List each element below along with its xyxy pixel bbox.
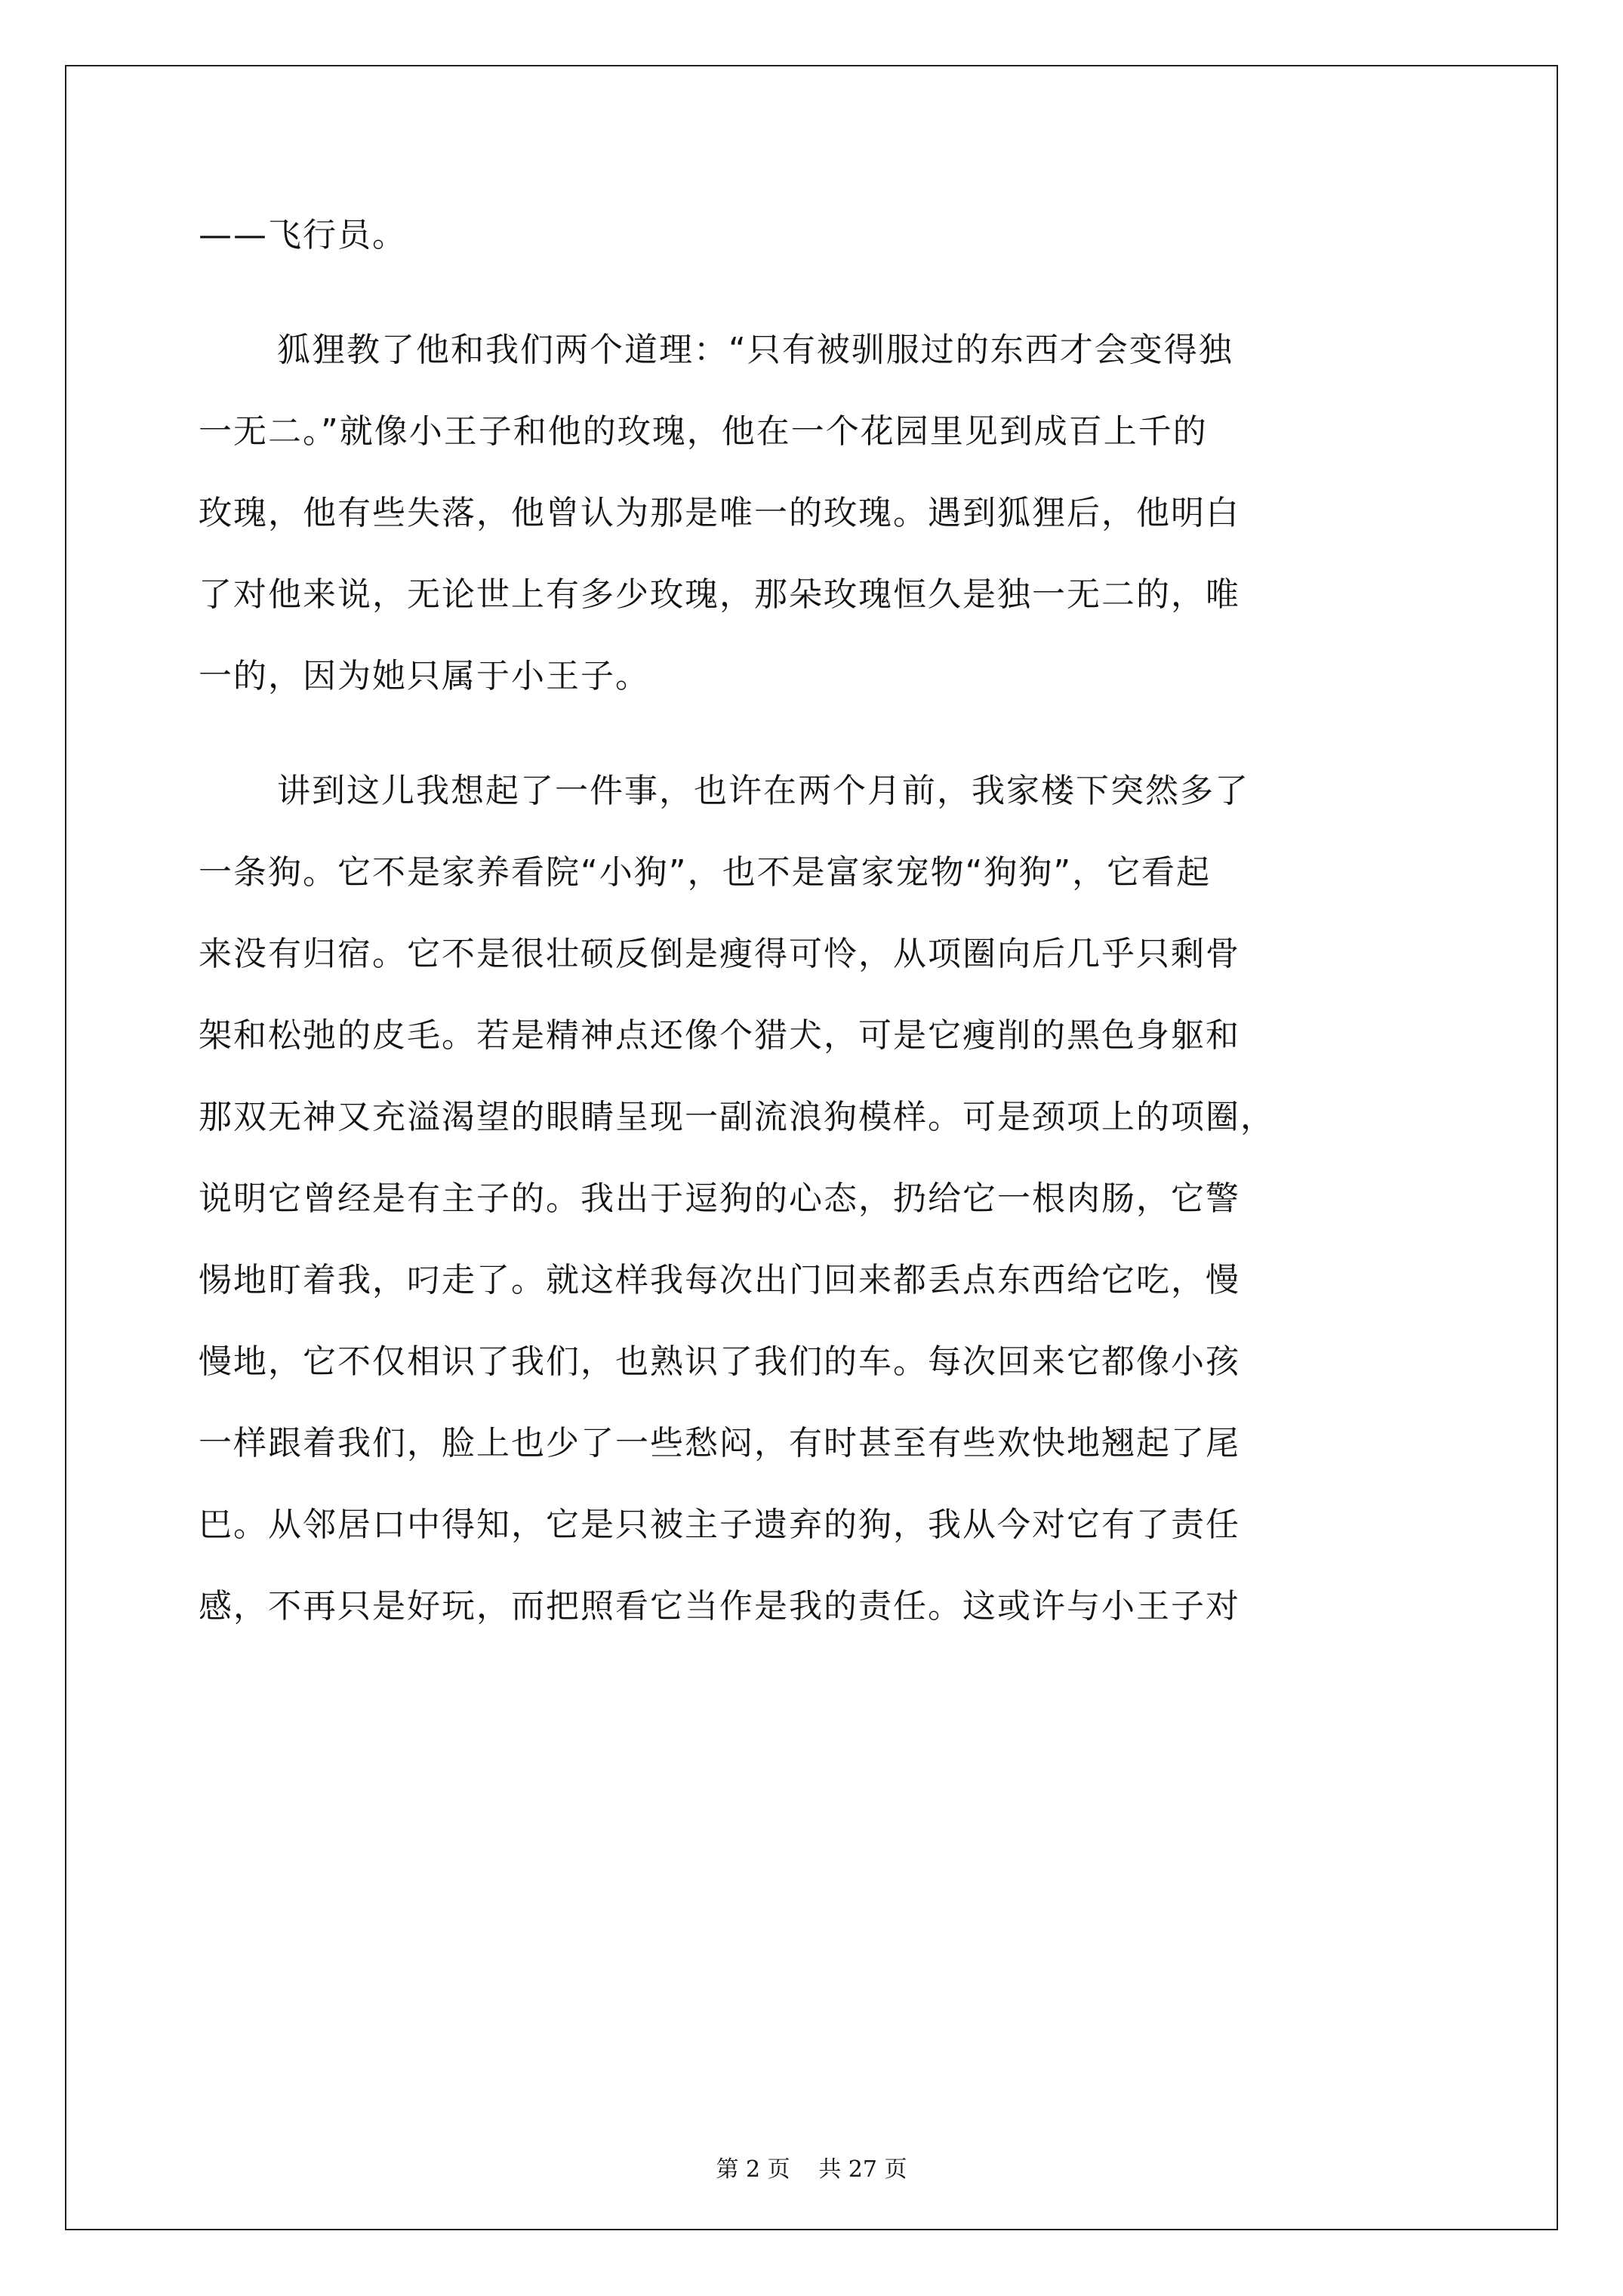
- text-line: 巴。从邻居口中得知，它是只被主子遗弃的狗，我从今对它有了责任: [199, 1505, 1240, 1544]
- text-line: 一样跟着我们，脸上也少了一些愁闷，有时甚至有些欢快地翘起了尾: [199, 1424, 1240, 1462]
- text-line: 惕地盯着我，叼走了。就这样我每次出门回来都丢点东西给它吃，慢: [199, 1261, 1240, 1299]
- text-line: 讲到这儿我想起了一件事，也许在两个月前，我家楼下突然多了: [277, 772, 1249, 810]
- page-number: 第 2 页: [716, 2156, 790, 2183]
- text-line: 说明它曾经是有主子的。我出于逗狗的心态，扔给它一根肉肠，它警: [199, 1179, 1240, 1218]
- text-line: 慢地，它不仅相识了我们，也熟识了我们的车。每次回来它都像小孩: [199, 1342, 1240, 1381]
- page-total: 共 27 页: [818, 2156, 907, 2183]
- text-line: 一的，因为她只属于小王子。: [199, 657, 650, 695]
- text-line: ——飞行员。: [199, 216, 407, 254]
- document-body: [199, 195, 1437, 1647]
- text-line: 那双无神又充溢渴望的眼睛呈现一副流浪狗模样。可是颈项上的项圈，: [199, 1098, 1275, 1136]
- text-line: 一无二。”就像小王子和他的玫瑰，他在一个花园里见到成百上千的: [199, 412, 1208, 451]
- text-line: 架和松弛的皮毛。若是精神点还像个猎犬，可是它瘦削的黑色身躯和: [199, 1016, 1240, 1055]
- text-line: 感，不再只是好玩，而把照看它当作是我的责任。这或许与小王子对: [199, 1587, 1240, 1626]
- page-footer: [0, 2150, 1623, 2184]
- paragraph-2: [199, 310, 1437, 717]
- paragraph-3: [199, 750, 1437, 1647]
- paragraph-1: [199, 195, 1437, 276]
- text-line: 玫瑰，他有些失落，他曾认为那是唯一的玫瑰。遇到狐狸后，他明白: [199, 494, 1240, 532]
- text-line: 一条狗。它不是家养看院“小狗”，也不是富家宠物“狗狗”，它看起: [199, 853, 1212, 892]
- text-line: 了对他来说，无论世上有多少玫瑰，那朵玫瑰恒久是独一无二的，唯: [199, 575, 1240, 614]
- text-line: 狐狸教了他和我们两个道理：“只有被驯服过的东西才会变得独: [277, 331, 1233, 369]
- text-line: 来没有归宿。它不是很壮硕反倒是瘦得可怜，从项圈向后几乎只剩骨: [199, 935, 1240, 973]
